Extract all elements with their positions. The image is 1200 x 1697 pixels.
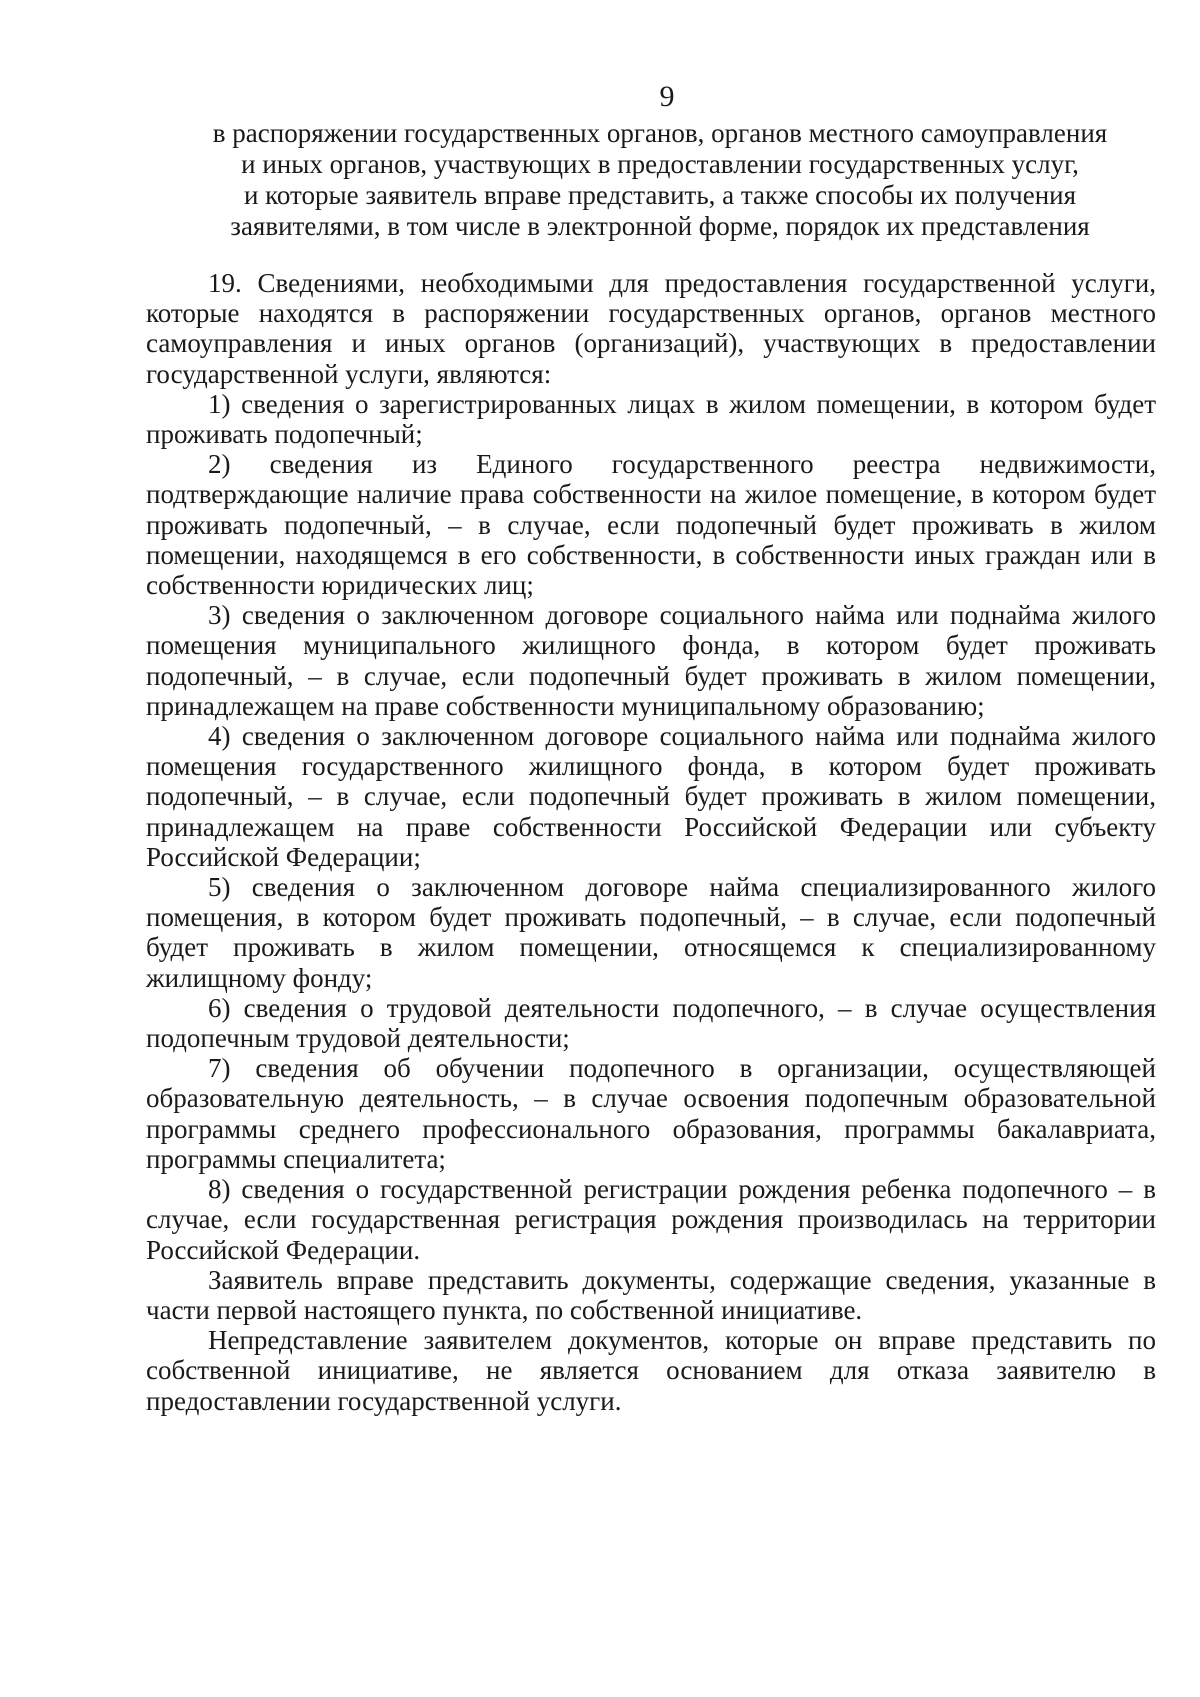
applicant-right-paragraph: Заявитель вправе представить документы, содержащие сведения, указанные в части первой настоящего пункта, по собственной инициативе. bbox=[146, 1264, 1156, 1325]
document-body bbox=[146, 268, 1156, 1416]
list-item-3: 3) сведения о заключенном договоре социального найма или поднайма жилого помещения муниципального жилищного фонда, в котором будет проживать подопечный, – в случае, если подопечный будет проживать в жилом помещении, принадлежащем на праве собственности муниципальному образованию; bbox=[146, 600, 1156, 721]
list-item-4: 4) сведения о заключенном договоре социального найма или поднайма жилого помещения государственного жилищного фонда, в котором будет проживать подопечный, – в случае, если подопечный будет проживать в жилом помещении, принадлежащем на праве собственности Российской Федерации или субъекту Российской Федерации; bbox=[146, 721, 1156, 872]
list-item-5: 5) сведения о заключенном договоре найма специализированного жилого помещения, в котором будет проживать подопечный, – в случае, если подопечный будет проживать в жилом помещении, относящемся к специализированному жилищному фонду; bbox=[146, 872, 1156, 993]
heading-line: в распоряжении государственных органов, органов местного самоуправления bbox=[212, 118, 1108, 148]
paragraph-19: 19. Сведениями, необходимыми для предоставления государственной услуги, которые находятся в распоряжении государственных органов, органов местного самоуправления и иных органов (организаций), участвующих в предоставлении государственной услуги, являются: bbox=[146, 268, 1156, 389]
section-heading bbox=[180, 118, 1140, 242]
heading-line: и которые заявитель вправе представить, а также способы их получения bbox=[243, 180, 1077, 210]
non-submission-paragraph: Непредставление заявителем документов, которые он вправе представить по собственной инициативе, не является основанием для отказа заявителю в предоставлении государственной услуги. bbox=[146, 1325, 1156, 1416]
heading-line: заявителями, в том числе в электронной форме, порядок их представления bbox=[230, 211, 1090, 241]
list-item-1: 1) сведения о зарегистрированных лицах в жилом помещении, в котором будет проживать подопечный; bbox=[146, 388, 1156, 450]
list-item-8: 8) сведения о государственной регистрации рождения ребенка подопечного – в случае, если государственная регистрация рождения производилась на территории Российской Федерации. bbox=[146, 1174, 1156, 1265]
page-number: 9 bbox=[659, 80, 675, 113]
list-item-7: 7) сведения об обучении подопечного в организации, осуществляющей образовательную деятельность, – в случае освоения подопечным образовательной программы среднего профессионального образования, программы бакалавриата, программы специалитета; bbox=[146, 1053, 1156, 1174]
list-item-2: 2) сведения из Единого государственного реестра недвижимости, подтверждающие наличие права собственности на жилое помещение, в котором будет проживать подопечный, – в случае, если подопечный будет проживать в жилом помещении, находящемся в его собственности, в собственности иных граждан или в собственности юридических лиц; bbox=[146, 449, 1156, 601]
heading-line: и иных органов, участвующих в предоставлении государственных услуг, bbox=[241, 149, 1079, 179]
list-item-6: 6) сведения о трудовой деятельности подопечного, – в случае осуществления подопечным трудовой деятельности; bbox=[146, 992, 1156, 1054]
